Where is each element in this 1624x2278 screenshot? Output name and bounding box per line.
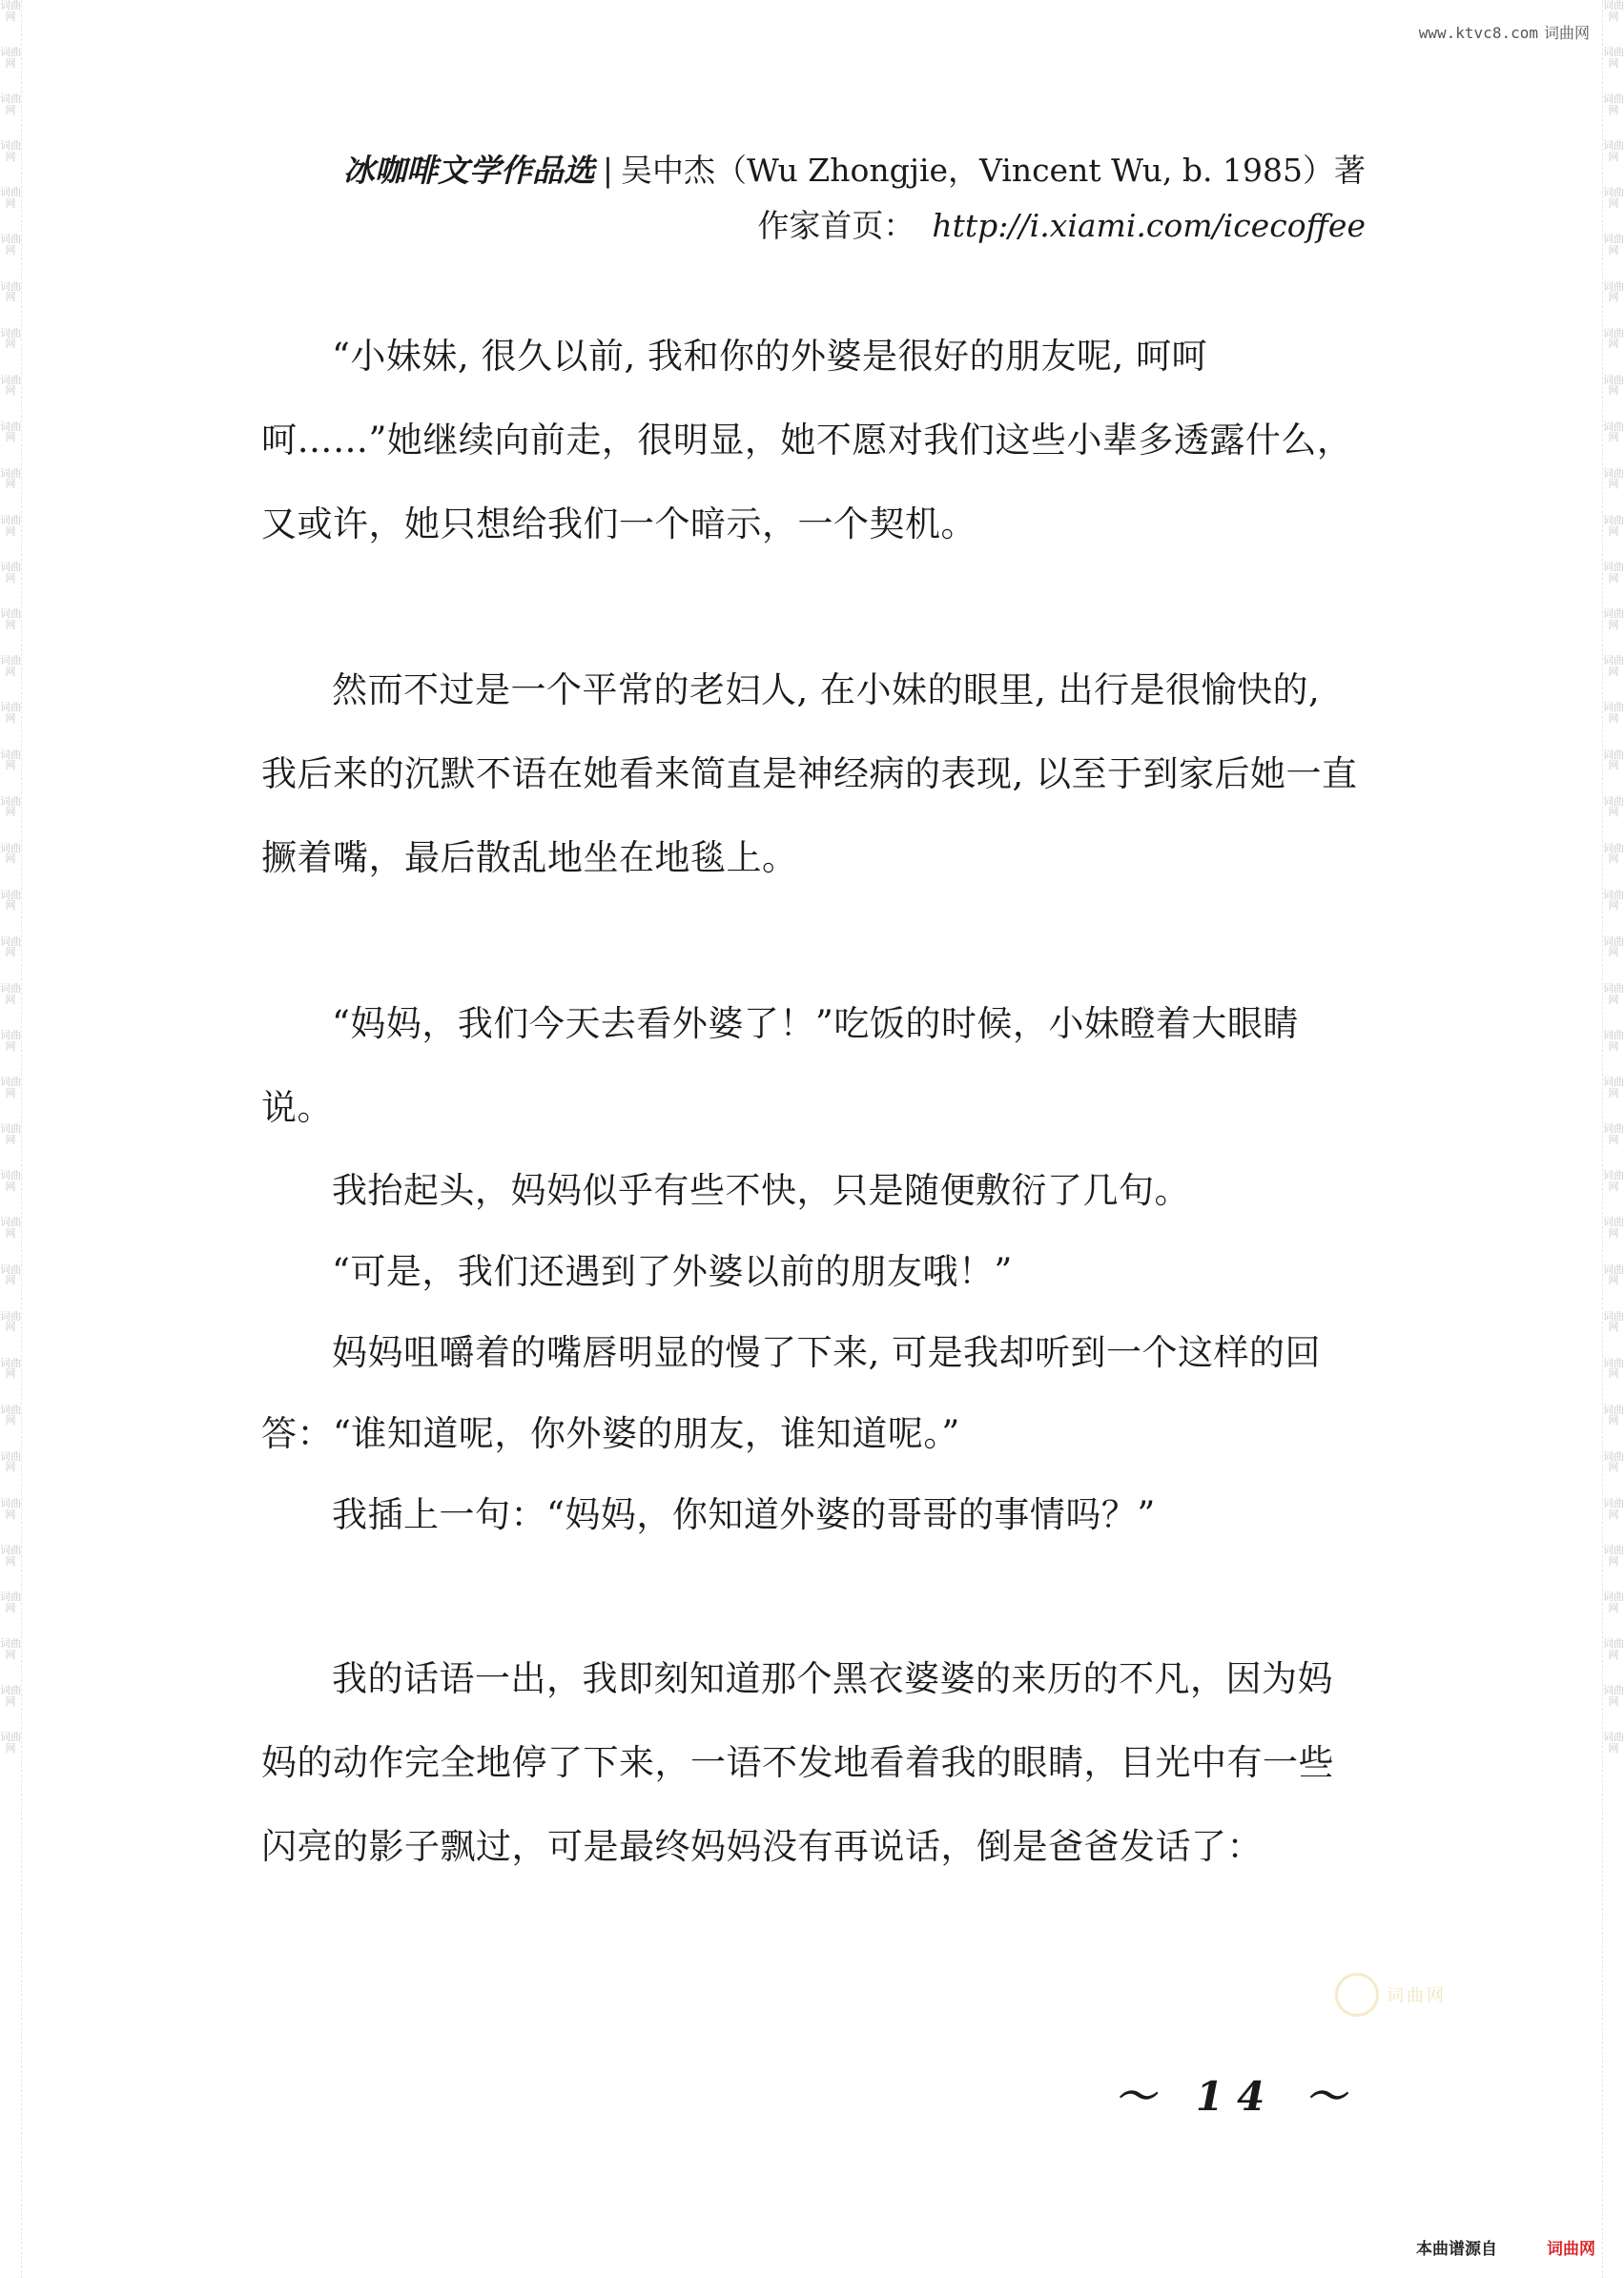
strip-label: 词曲网: [0, 420, 21, 444]
strip-label: 词曲网: [1603, 514, 1624, 538]
strip-label: 词曲网: [1603, 1029, 1624, 1053]
strip-label: 词曲网: [1603, 0, 1624, 23]
strip-label: 词曲网: [1603, 794, 1624, 819]
strip-label: 词曲网: [0, 841, 21, 866]
strip-label: 词曲网: [1603, 1122, 1624, 1146]
strip-label: 词曲网: [1603, 1169, 1624, 1193]
strip-label: 词曲网: [1603, 888, 1624, 913]
site-url[interactable]: [1419, 21, 1590, 43]
strip-label: 词曲网: [1603, 1449, 1624, 1474]
left-watermark-strip: [0, 0, 22, 2278]
strip-label: 词曲网: [1603, 1497, 1624, 1521]
strip-label: 词曲网: [1603, 279, 1624, 304]
strip-label: 词曲网: [1603, 981, 1624, 1006]
strip-label: 词曲网: [1603, 701, 1624, 725]
strip-label: 词曲网: [0, 1544, 21, 1568]
paragraph: 我插上一句：“妈妈，你知道外婆的哥哥的事情吗？”: [332, 1494, 1156, 1535]
strip-label: 词曲网: [0, 888, 21, 913]
strip-label: 词曲网: [1603, 1356, 1624, 1381]
strip-label: 词曲网: [1603, 1544, 1624, 1568]
body-text: [261, 315, 1366, 1889]
paragraph: “小妹妹, 很久以前, 我和你的外婆是很好的朋友呢, 呵呵呵……”她继续向前走，很明显，她不愿对我们这些小辈多透露什么，又或许，她只想给我们一个暗示，一个契机。: [261, 336, 1353, 544]
strip-label: 词曲网: [1603, 46, 1624, 70]
paragraph: “妈妈，我们今天去看外婆了！”吃饭的时候，小妹瞪着大眼睛说。: [261, 1003, 1299, 1128]
homepage-label: 作家首页：: [757, 207, 915, 244]
strip-label: 词曲网: [0, 1029, 21, 1053]
strip-label: 词曲网: [1603, 1262, 1624, 1287]
strip-label: 词曲网: [1603, 1637, 1624, 1661]
strip-label: 词曲网: [1603, 466, 1624, 491]
strip-label: 词曲网: [1603, 748, 1624, 772]
strip-label: 词曲网: [0, 1403, 21, 1427]
paragraph: 妈妈咀嚼着的嘴唇明显的慢了下来, 可是我却听到一个这样的回答：“谁知道呢，你外婆的朋友，谁知道呢。”: [261, 1332, 1322, 1454]
strip-label: 词曲网: [1603, 233, 1624, 257]
strip-label: 词曲网: [1603, 186, 1624, 210]
right-watermark-strip: [1602, 0, 1624, 2278]
strip-label: 词曲网: [0, 1637, 21, 1661]
strip-label: 词曲网: [0, 1216, 21, 1240]
strip-label: 词曲网: [0, 1449, 21, 1474]
strip-label: 词曲网: [0, 1309, 21, 1334]
strip-label: 词曲网: [1603, 1216, 1624, 1240]
watermark-text: 词曲网: [1387, 1986, 1447, 2006]
strip-label: 词曲网: [0, 139, 21, 163]
strip-label: 词曲网: [1603, 1731, 1624, 1755]
header-homepage: [229, 198, 1366, 254]
strip-label: 词曲网: [0, 1731, 21, 1755]
paragraph: 然而不过是一个平常的老妇人, 在小妹的眼里, 出行是很愉快的, 我后来的沉默不语在她看来简直是神经病的表现, 以至于到家后她一直撅着嘴，最后散乱地坐在地毯上。: [261, 669, 1358, 878]
strip-label: 词曲网: [0, 46, 21, 70]
strip-label: 词曲网: [1603, 1403, 1624, 1427]
page-header: [229, 143, 1366, 254]
strip-label: 词曲网: [1603, 841, 1624, 866]
site-name: 词曲网: [1543, 24, 1590, 42]
header-byline: [229, 143, 1366, 198]
series-title: 冰咖啡文学作品选: [342, 152, 595, 189]
strip-label: 词曲网: [0, 0, 21, 23]
strip-label: 词曲网: [0, 1684, 21, 1708]
strip-label: 词曲网: [0, 701, 21, 725]
homepage-link[interactable]: http://i.xiami.com/icecoffee: [932, 207, 1366, 244]
strip-label: 词曲网: [0, 279, 21, 304]
page-number: ～ 14 ～: [1115, 2073, 1359, 2120]
strip-label: 词曲网: [0, 373, 21, 398]
strip-label: 词曲网: [0, 514, 21, 538]
strip-label: 词曲网: [0, 186, 21, 210]
strip-label: 词曲网: [0, 1122, 21, 1146]
author-credit: 吴中杰（Wu Zhongjie，Vincent Wu, b. 1985）著: [620, 152, 1366, 189]
site-url-text[interactable]: www.ktvc8.com: [1418, 24, 1538, 42]
strip-label: 词曲网: [1603, 1076, 1624, 1099]
logo-circle-icon: [1335, 1973, 1379, 2017]
strip-label: 词曲网: [1603, 654, 1624, 678]
strip-label: 词曲网: [0, 1590, 21, 1614]
strip-label: 词曲网: [0, 1497, 21, 1521]
strip-label: 词曲网: [1603, 607, 1624, 631]
strip-label: 词曲网: [0, 326, 21, 351]
strip-label: 词曲网: [0, 561, 21, 585]
strip-label: 词曲网: [1603, 326, 1624, 351]
strip-label: 词曲网: [0, 794, 21, 819]
paragraph: “可是，我们还遇到了外婆以前的朋友哦！”: [332, 1251, 1013, 1292]
footer-source: 本曲谱源自: [1416, 2240, 1497, 2259]
strip-label: 词曲网: [0, 934, 21, 959]
strip-label: 词曲网: [1603, 561, 1624, 585]
strip-label: 词曲网: [1603, 92, 1624, 116]
strip-label: 词曲网: [0, 607, 21, 631]
strip-label: 词曲网: [0, 981, 21, 1006]
strip-label: 词曲网: [1603, 1684, 1624, 1708]
paragraph-gap: [261, 1555, 1366, 1637]
faded-logo-watermark: [1335, 1966, 1507, 2023]
paragraph-gap: [261, 900, 1366, 982]
strip-label: 词曲网: [0, 654, 21, 678]
strip-label: 词曲网: [0, 748, 21, 772]
strip-label: 词曲网: [1603, 420, 1624, 444]
strip-label: 词曲网: [0, 92, 21, 116]
paragraph: 我抬起头，妈妈似乎有些不快，只是随便敷衍了几句。: [332, 1170, 1190, 1211]
strip-label: 词曲网: [0, 466, 21, 491]
strip-label: 词曲网: [0, 1356, 21, 1381]
header-separator: |: [602, 152, 613, 189]
strip-label: 词曲网: [0, 1169, 21, 1193]
strip-label: 词曲网: [0, 233, 21, 257]
paragraph-gap: [261, 566, 1366, 648]
strip-label: 词曲网: [1603, 934, 1624, 959]
paragraph: 我的话语一出，我即刻知道那个黑衣婆婆的来历的不凡，因为妈妈的动作完全地停了下来，一语不发地看着我的眼睛，目光中有一些闪亮的影子飘过，可是最终妈妈没有再说话，倒是爸爸发话了：: [261, 1658, 1334, 1867]
footer-credit: [1416, 2235, 1595, 2259]
strip-label: 词曲网: [1603, 1590, 1624, 1614]
strip-label: 词曲网: [0, 1262, 21, 1287]
strip-label: 词曲网: [1603, 373, 1624, 398]
strip-label: 词曲网: [0, 1076, 21, 1099]
footer-brand-link[interactable]: 词曲网: [1547, 2240, 1595, 2259]
strip-label: 词曲网: [1603, 139, 1624, 163]
strip-label: 词曲网: [1603, 1309, 1624, 1334]
